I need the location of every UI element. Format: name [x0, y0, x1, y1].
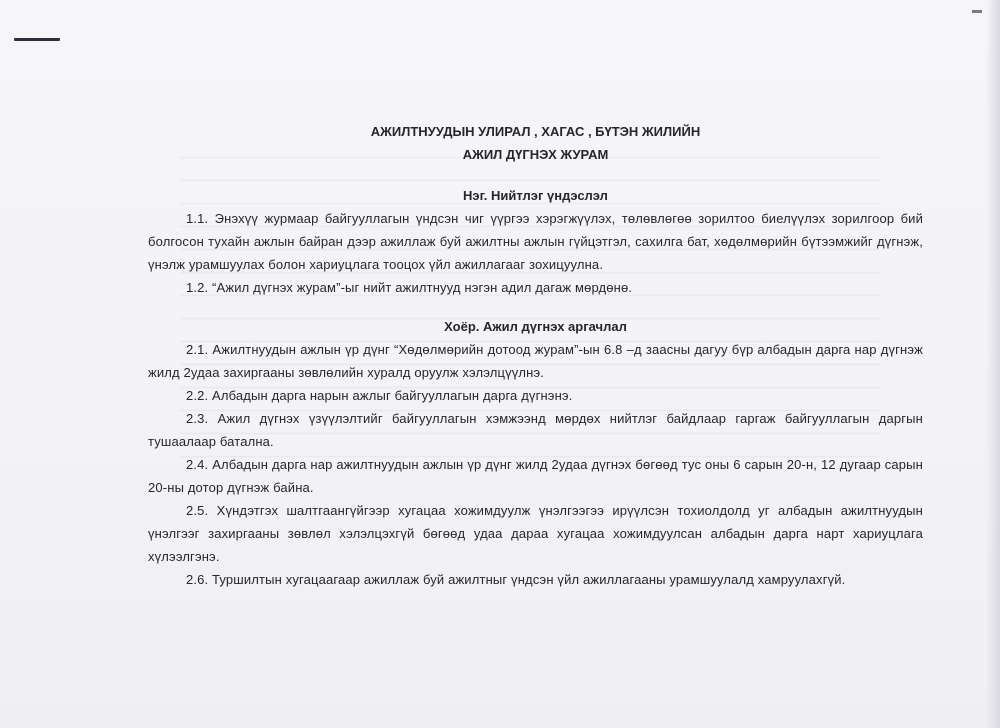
- document-body: [148, 120, 923, 591]
- page-edge-shadow: [986, 0, 1000, 728]
- section-method: [148, 315, 923, 591]
- paragraph-2-1: 2.1. Ажилтнуудын ажлын үр дүнг “Хөдөлмөрийн дотоод журам”-ын 6.8 –д заасны дагуу бүр албадын дарга нар дүгнэж жилд 2удаа захиргааны зөвлөлийн хуралд оруулж хэлэлцүүлнэ.: [148, 342, 923, 380]
- title-line-1: АЖИЛТНУУДЫН УЛИРАЛ , ХАГАС , БҮТЭН ЖИЛИЙН: [370, 124, 701, 139]
- paragraph-2-4: 2.4. Албадын дарга нар ажилтнуудын ажлын үр дүнг жилд 2удаа дүгнэх бөгөөд тус оны 6 сарын 20-н, 12 дугаар сарын 20-ны дотор дүгнэж байна.: [148, 457, 923, 495]
- paragraph-1-2: 1.2. “Ажил дүгнэх журам”-ыг нийт ажилтнууд нэгэн адил дагаж мөрдөнө.: [186, 280, 633, 295]
- section-heading: Нэг. Нийтлэг үндэслэл: [463, 188, 608, 203]
- paragraph-2-2: 2.2. Албадын дарга нарын ажлыг байгууллагын дарга дүгнэнэ.: [186, 388, 573, 403]
- paragraph-2-5: 2.5. Хүндэтгэх шалтгаангүйгээр хугацаа хожимдуулж үнэлгээгээ ирүүлсэн тохиолдолд уг албадын ажилтнуудын үнэлгээг захиргааны зөвлөл хэлэлцэхгүй бөгөөд удаа дараа хугацаа хожимдуулсан албадын дарга нарт хариуцлага хүлээлгэнэ.: [148, 503, 923, 564]
- title-line-2: АЖИЛ ДҮГНЭХ ЖУРАМ: [462, 147, 609, 162]
- scan-mark: [14, 38, 60, 41]
- document-title: [148, 120, 923, 166]
- section-general: [148, 184, 923, 299]
- paragraph-2-3: 2.3. Ажил дүгнэх үзүүлэлтийг байгууллагын хэмжээнд мөрдөх нийтлэг байдлаар гаргаж байгууллагын даргын тушаалаар батална.: [148, 411, 923, 449]
- corner-mark: [972, 10, 982, 13]
- section-heading: Хоёр. Ажил дүгнэх аргачлал: [444, 319, 627, 334]
- paragraph-1-1: 1.1. Энэхүү журмаар байгууллагын үндсэн чиг үүргээ хэрэгжүүлэх, төлөвлөгөө зорилтоо биелүүлэх зорилгоор бий болгосон тухайн ажлын байран дээр ажиллаж буй ажилтны ажлын гүйцэтгэл, сахилга бат, хөдөлмөрийн бүтээмжийг дүгнэж, үнэлж урамшуулах болон хариуцлага тооцох үйл ажиллагааг зохицуулна.: [148, 211, 923, 272]
- paragraph-2-6: 2.6. Туршилтын хугацаагаар ажиллаж буй ажилтныг үндсэн үйл ажиллагааны урамшуулалд хамруулахгүй.: [186, 572, 846, 587]
